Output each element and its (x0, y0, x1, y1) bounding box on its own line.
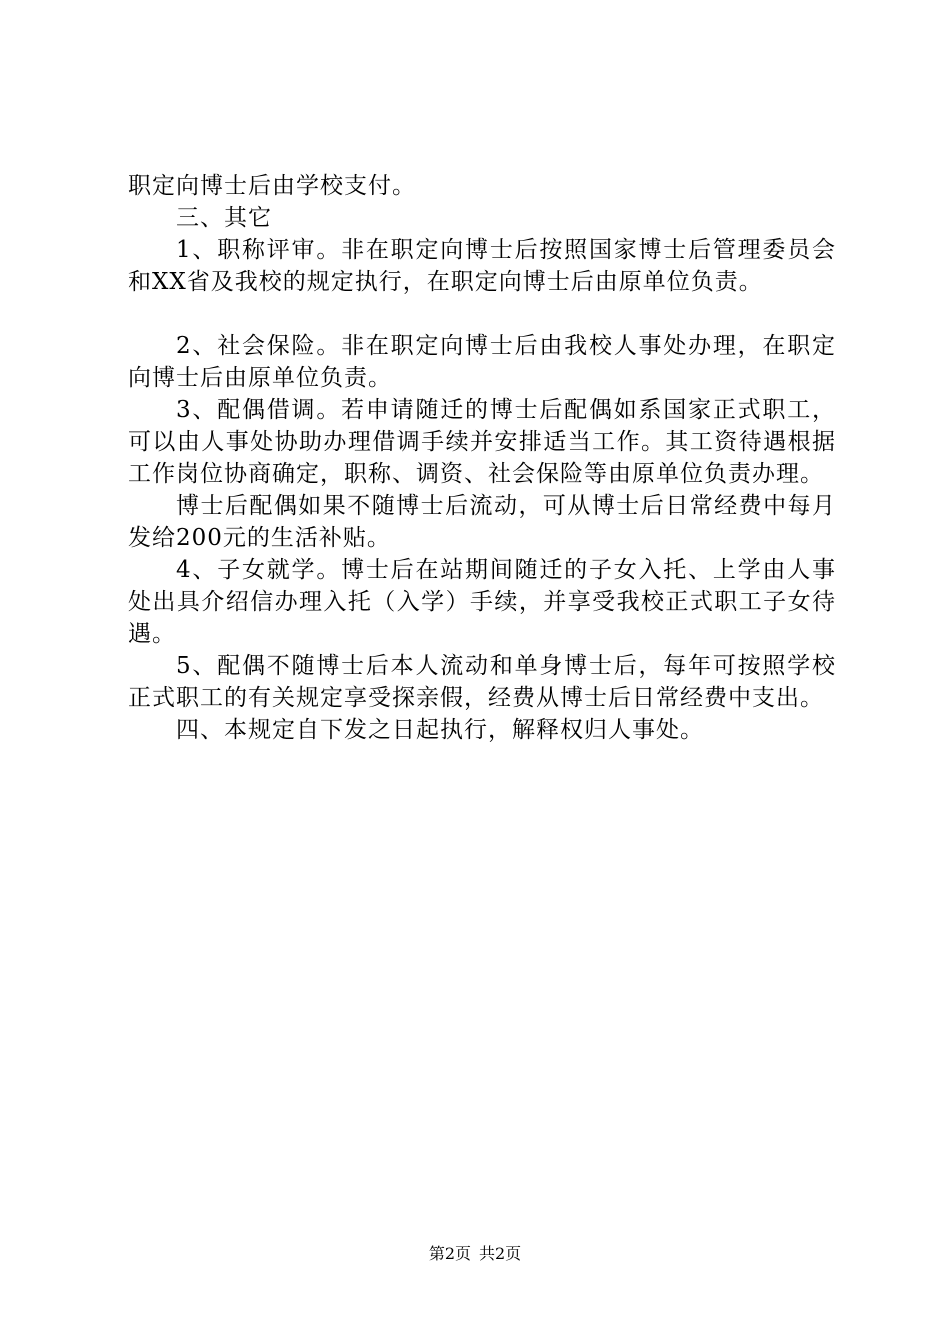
section-heading-effective: 四、本规定自下发之日起执行，解释权归人事处。 (176, 717, 704, 743)
paragraph-title-review: 1、职称评审。非在职定向博士后按照国家博士后管理委员会和XX省及我校的规定执行，在职定向博士后由原单位负责。 (128, 237, 836, 295)
paragraph-spouse-secondment: 3、配偶借调。若申请随迁的博士后配偶如系国家正式职工，可以由人事处协助办理借调手续并安排适当工作。其工资待遇根据工作岗位协商确定，职称、调资、社会保险等由原单位负责办理。 (128, 397, 836, 487)
paragraph-social-insurance: 2、社会保险。非在职定向博士后由我校人事处办理，在职定向博士后由原单位负责。 (128, 333, 836, 391)
paragraph-children-schooling: 4、子女就学。博士后在站期间随迁的子女入托、上学由人事处出具介绍信办理入托（入学）手续，并享受我校正式职工子女待遇。 (128, 557, 836, 647)
paragraph-family-leave: 5、配偶不随博士后本人流动和单身博士后，每年可按照学校正式职工的有关规定享受探亲假，经费从博士后日常经费中支出。 (128, 653, 836, 711)
paragraph-continuation: 职定向博士后由学校支付。 (128, 173, 416, 199)
section-heading-other: 三、其它 (176, 205, 272, 231)
page-footer (0, 1244, 950, 1264)
document-body (128, 170, 836, 746)
paragraph-spouse-allowance: 博士后配偶如果不随博士后流动，可从博士后日常经费中每月发给200元的生活补贴。 (128, 493, 836, 551)
page-number: 第2页 (428, 1244, 471, 1263)
page-total: 共2页 (479, 1244, 522, 1263)
